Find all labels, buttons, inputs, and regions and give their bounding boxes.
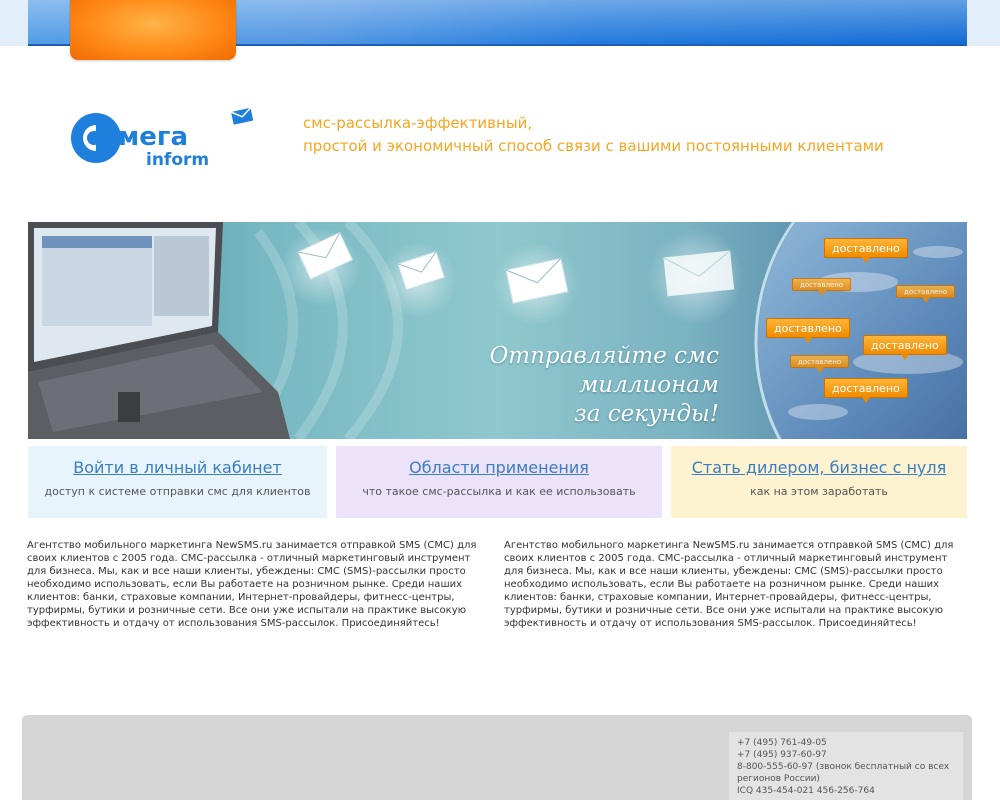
feature-subtitle: доступ к системе отправки смс для клиентов — [44, 485, 311, 498]
feature-box-dealer — [671, 446, 967, 518]
site-logo[interactable] — [68, 108, 258, 172]
delivered-tag-4: доставлено — [766, 318, 850, 338]
applications-link[interactable]: Области применения — [409, 458, 589, 477]
become-dealer-link[interactable]: Стать дилером, бизнес с нуля — [691, 458, 947, 477]
banner-headline-line-3: за секунды! — [574, 401, 719, 427]
phone-free: 8-800-555-60-97 (звонок бесплатный со всех — [737, 762, 950, 772]
login-cabinet-link[interactable]: Войти в личный кабинет — [73, 458, 282, 477]
svg-text:мега: мега — [118, 122, 189, 152]
icq-numbers: ICQ 435-454-021 456-256-764 — [737, 786, 875, 796]
logo-graphic — [68, 108, 258, 172]
about-text-left: Агентство мобильного маркетинга NewSMS.ru занимается отправкой SMS (СМС) для своих клиентов с 2005 года. СМС-рассылка - отличный маркетинговый инструмент для бизнеса. Мы, как и все наши клиенты, убеждены: СМС (SMS)-рассылки просто необходимо использовать, если Вы работаете на розничном рынке. Среди наших клиентов: банки, страховые компании, Интернет-провайдеры, фитнесс-центры, турфирмы, бутики и розничные сети. Все они уже испытали на практике высокую эффективность и отдачу от использования SMS-рассылок. Присоединяйтесь! — [27, 540, 477, 629]
phone-1: +7 (495) 761-49-05 — [737, 738, 827, 748]
banner-headline-line-2: миллионам — [579, 372, 719, 398]
feature-box-applications — [336, 446, 662, 518]
promo-banner[interactable] — [28, 222, 967, 439]
svg-text:inform: inform — [146, 150, 210, 170]
banner-headline-line-1: Отправляйте смс — [489, 343, 719, 369]
delivered-tag-1: доставлено — [824, 238, 908, 258]
feature-subtitle: как на этом заработать — [750, 485, 888, 498]
delivered-tag-2: доставлено — [792, 278, 851, 291]
banner-headline — [489, 342, 719, 429]
feature-subtitle: что такое смс-рассылка и как ее использовать — [362, 485, 636, 498]
delivered-tag-3: доставлено — [896, 285, 955, 298]
feature-box-cabinet — [28, 446, 327, 518]
delivered-tag-7: доставлено — [824, 378, 908, 398]
envelope-icons — [281, 227, 744, 326]
tagline — [303, 112, 943, 158]
tagline-line-2: простой и экономичный способ связи с вашими постоянными клиентами — [303, 137, 884, 155]
contacts-box — [729, 732, 963, 800]
orange-tab[interactable] — [70, 0, 236, 60]
tagline-line-1: смс-рассылка-эффективный, — [303, 114, 533, 132]
phone-free-note: регионов России) — [737, 774, 820, 784]
delivered-tag-5: доставлено — [863, 335, 947, 355]
about-text-right: Агентство мобильного маркетинга NewSMS.ru занимается отправкой SMS (СМС) для своих клиентов с 2005 года. СМС-рассылка - отличный маркетинговый инструмент для бизнеса. Мы, как и все наши клиенты, убеждены: СМС (SMS)-рассылки просто необходимо использовать, если Вы работаете на розничном рынке. Среди наших клиентов: банки, страховые компании, Интернет-провайдеры, фитнесс-центры, турфирмы, бутики и розничные сети. Все они уже испытали на практике высокую эффективность и отдачу от использования SMS-рассылок. Присоединяйтесь! — [504, 540, 954, 629]
phone-2: +7 (495) 937-60-97 — [737, 750, 827, 760]
delivered-tag-6: доставлено — [790, 355, 849, 368]
top-bar — [0, 0, 1000, 46]
